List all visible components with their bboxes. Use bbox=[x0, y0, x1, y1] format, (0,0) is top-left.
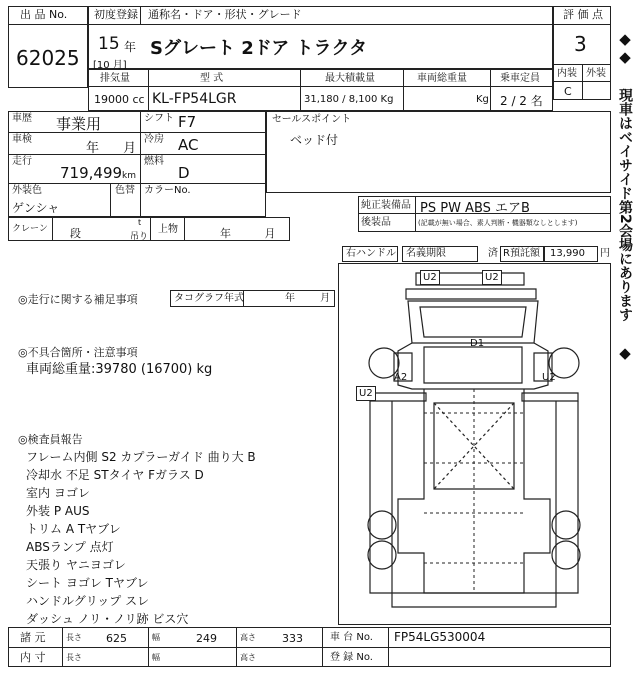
capacity-label: 乗車定員 bbox=[500, 73, 540, 84]
lot-number: 62025 bbox=[16, 46, 80, 70]
first-registration-label: 初度登録 bbox=[94, 8, 138, 21]
sales-point-text: ベッド付 bbox=[290, 133, 339, 147]
color-code-label: カラーNo. bbox=[144, 185, 191, 196]
registration-year: 15 bbox=[98, 34, 120, 54]
tachograph-label: タコグラフ年式 bbox=[174, 293, 244, 304]
damage-mark-u2-right: U2 bbox=[542, 372, 556, 383]
gross-weight-unit: Kg bbox=[476, 94, 489, 105]
damage-mark-a2: A2 bbox=[394, 372, 408, 383]
fuel: D bbox=[178, 164, 190, 182]
banner-diamond-top-2: ◆ bbox=[619, 48, 631, 66]
inspector-report-line: 外装 P AUS bbox=[26, 504, 90, 518]
inspector-report-line: ダッシュ ノリ・ノリ跡 ビス穴 bbox=[26, 612, 189, 626]
shift-label: シフト bbox=[144, 113, 174, 124]
model-type: KL-FP54LGR bbox=[152, 91, 237, 107]
height-label: 高さ bbox=[240, 633, 256, 642]
chassis-label: 車 台 No. bbox=[330, 632, 373, 643]
name-change-label: 名義期限 bbox=[406, 248, 446, 259]
aftermarket-label: 後装品 bbox=[361, 217, 391, 228]
overall-rating: 3 bbox=[574, 32, 587, 56]
inspector-report-line: 室内 ヨゴレ bbox=[26, 486, 90, 500]
height-value: 333 bbox=[282, 632, 303, 645]
registration-number-label: 登 録 No. bbox=[330, 652, 373, 663]
crane-ton: 吊り bbox=[130, 232, 149, 242]
damage-mark-u2-front-right: U2 bbox=[482, 270, 502, 285]
exterior-grade-label: 外装 bbox=[586, 68, 606, 79]
length-value: 625 bbox=[106, 632, 127, 645]
venue-banner-text: 現車はベイサイド第2会場にあります bbox=[617, 88, 633, 322]
registration-year-unit: 年 bbox=[124, 40, 137, 54]
capacity: 2 / 2 名 bbox=[500, 94, 543, 108]
defects-line: 車両総重量:39780 (16700) kg bbox=[26, 362, 213, 377]
fuel-label: 燃料 bbox=[144, 156, 164, 167]
banner-diamond-top: ◆ bbox=[619, 30, 631, 48]
equipment-label: 純正装備品 bbox=[361, 200, 411, 211]
chassis-number: FP54LG530004 bbox=[394, 630, 486, 644]
mileage-unit: km bbox=[122, 171, 136, 181]
upper-body-date: 年 月 bbox=[220, 227, 276, 240]
ac-label: 冷房 bbox=[144, 134, 164, 145]
displacement-label: 排気量 bbox=[100, 73, 130, 84]
shift: F7 bbox=[178, 113, 197, 131]
inspector-report-line: ハンドルグリップ スレ bbox=[26, 594, 150, 608]
recycle-fee: 13,990 bbox=[550, 248, 585, 259]
banner-diamond-bottom: ◆ bbox=[619, 344, 631, 362]
upper-body-label: 上物 bbox=[158, 224, 178, 235]
color: ゲンシャ bbox=[12, 201, 60, 215]
usage-label: 車歴 bbox=[12, 113, 32, 124]
ac: AC bbox=[178, 136, 199, 154]
lot-number-label: 出 品 No. bbox=[20, 8, 68, 21]
dimensions-label: 諸 元 bbox=[20, 631, 46, 644]
color-label: 外装色 bbox=[12, 185, 42, 196]
aftermarket-note: (記載が無い場合、素人判断・機器類なしとします) bbox=[418, 219, 578, 227]
inner-dimensions-label: 内 寸 bbox=[20, 651, 46, 664]
crane-label: クレーン bbox=[12, 224, 48, 234]
equipment-value: PS PW ABS エアB bbox=[420, 201, 530, 216]
crane-step: 段 bbox=[70, 227, 81, 240]
damage-mark-d1: D1 bbox=[470, 338, 485, 349]
inspector-report-line: シート ヨゴレ Tヤブレ bbox=[26, 576, 149, 590]
steering-position: 右ハンドル bbox=[346, 248, 396, 259]
inner-height-label: 高さ bbox=[240, 653, 256, 662]
venue-banner bbox=[612, 30, 638, 362]
width-value: 249 bbox=[196, 632, 217, 645]
vehicle-diagram bbox=[338, 263, 611, 625]
tachograph-value: 年 月 bbox=[285, 293, 331, 304]
inspector-report-line: ABSランプ 点灯 bbox=[26, 540, 114, 554]
inspection: 年 月 bbox=[86, 141, 137, 156]
displacement: 19000 cc bbox=[94, 93, 145, 106]
mileage: 719,499 bbox=[60, 164, 123, 182]
recycle-status: 済 bbox=[488, 248, 498, 259]
inspector-report-line: 冷却水 不足 STタイヤ Fガラス D bbox=[26, 468, 204, 482]
usage: 事業用 bbox=[56, 115, 102, 133]
mileage-label: 走行 bbox=[12, 156, 32, 167]
inspector-report-line: 天張り ヤニヨゴレ bbox=[26, 558, 126, 572]
tachograph-heading: ◎走行に関する補足事項 bbox=[18, 293, 138, 306]
model-type-label: 型 式 bbox=[200, 73, 224, 84]
inner-length-label: 長さ bbox=[66, 653, 82, 662]
max-load-label: 最大積載量 bbox=[325, 73, 375, 84]
inspector-report-list bbox=[26, 448, 256, 628]
recycle-fee-label: R預託額 bbox=[503, 248, 540, 259]
gross-weight-label: 車両総重量 bbox=[417, 73, 467, 84]
sales-point-label: セールスポイント bbox=[272, 114, 352, 125]
damage-mark-u2-front-left: U2 bbox=[420, 270, 440, 285]
width-label: 幅 bbox=[152, 633, 160, 642]
grade-name: Sグレート 2ドア トラクタ bbox=[150, 38, 368, 59]
length-label: 長さ bbox=[66, 633, 82, 642]
defects-heading: ◎不具合箇所・注意事項 bbox=[18, 346, 138, 359]
recycle-fee-unit: 円 bbox=[600, 248, 610, 259]
color-change-label: 色替 bbox=[115, 185, 135, 196]
inspector-report-line: フレーム内側 S2 カプラーガイド 曲り大 B bbox=[26, 450, 256, 464]
interior-grade: C bbox=[564, 85, 572, 98]
grade-label: 通称名・ドア・形状・グレード bbox=[148, 8, 302, 21]
crane-ton-unit: t bbox=[138, 218, 142, 227]
interior-grade-label: 内装 bbox=[557, 68, 577, 79]
inner-width-label: 幅 bbox=[152, 653, 160, 662]
inspection-label: 車検 bbox=[12, 134, 32, 145]
registration-month: [10 月] bbox=[93, 60, 127, 71]
inspector-heading: ◎検査員報告 bbox=[18, 433, 83, 446]
max-load: 31,180 / 8,100 Kg bbox=[304, 94, 394, 105]
damage-mark-u2-left: U2 bbox=[356, 386, 376, 401]
inspector-report-line: トリム A Tヤブレ bbox=[26, 522, 121, 536]
rating-label: 評 価 点 bbox=[563, 8, 603, 21]
